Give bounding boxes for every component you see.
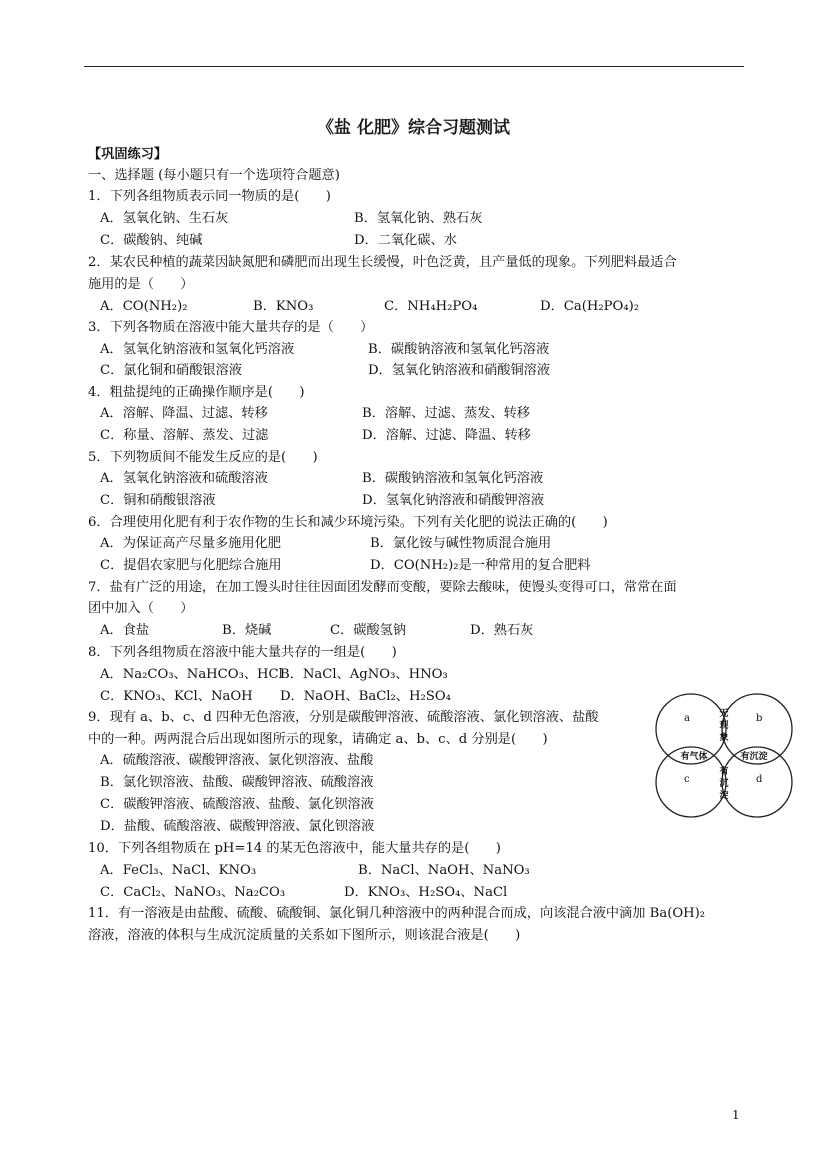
q2-option-a: A．CO(NH₂)₂: [100, 299, 188, 314]
q7-stem-line2: 团中加入（ ）: [88, 601, 194, 616]
q7-option-d: D．熟石灰: [470, 623, 534, 638]
q4-option-c: C．称量、溶解、蒸发、过滤: [100, 428, 269, 443]
cd-text-2: 沉: [719, 779, 729, 789]
q9-option-a: A．硫酸溶液、碳酸钾溶液、氯化钡溶液、盐酸: [100, 753, 374, 768]
cd-text-3: 淀: [719, 791, 729, 801]
q3-stem: 3．下列各物质在溶液中能大量共存的是（ ）: [88, 320, 374, 335]
q3-option-c: C．氯化铜和硝酸银溶液: [100, 363, 242, 378]
q8-option-d: D．NaOH、BaCl₂、H₂SO₄: [280, 689, 451, 704]
q1-option-b: B．氢氧化钠、熟石灰: [354, 211, 483, 226]
ab-text-2: 现: [719, 721, 729, 731]
q4-option-b: B．溶解、过滤、蒸发、转移: [362, 406, 530, 421]
q1-option-d: D．二氧化碳、水: [354, 233, 457, 248]
q6-stem: 6．合理使用化肥有利于农作物的生长和减少环境污染。下列有关化肥的说法正确的( ): [88, 515, 608, 530]
q7-option-b: B．烧碱: [222, 623, 272, 638]
q2-stem-line1: 2．某农民种植的蔬菜因缺氮肥和磷肥而出现生长缓慢，叶色泛黄，且产量低的现象。下列肥料最适合: [88, 255, 677, 270]
header-rule: [84, 66, 744, 67]
q10-stem: 10．下列各组物质在 pH=14 的某无色溶液中，能大量共存的是( ): [88, 841, 501, 856]
q10-option-d: D．KNO₃、H₂SO₄、NaCl: [344, 885, 508, 900]
q9-option-c: C．碳酸钾溶液、硫酸溶液、盐酸、氯化钡溶液: [100, 797, 374, 812]
ab-text-3: 象: [719, 733, 729, 743]
q2-option-b: B．KNO₃: [253, 299, 314, 314]
q7-option-c: C．碳酸氢钠: [330, 623, 407, 638]
q9-option-b: B．氯化钡溶液、盐酸、碳酸钾溶液、硫酸溶液: [100, 775, 374, 790]
q8-option-c: C．KNO₃、KCl、NaOH: [100, 689, 253, 704]
q1-stem: 1．下列各组物质表示同一物质的是( ): [88, 189, 331, 204]
q4-stem: 4．粗盐提纯的正确操作顺序是( ): [88, 385, 305, 400]
label-d: d: [756, 774, 763, 785]
q5-stem: 5．下列物质间不能发生反应的是( ): [88, 450, 318, 465]
q9-venn-diagram: [650, 692, 800, 822]
q5-option-a: A．氢氧化钠溶液和硫酸溶液: [100, 471, 268, 486]
q8-option-b: B．NaCl、AgNO₃、HNO₃: [280, 667, 448, 682]
q1-option-a: A．氢氧化钠、生石灰: [100, 211, 229, 226]
label-b: b: [756, 713, 763, 724]
q5-option-c: C．铜和硝酸银溶液: [100, 493, 216, 508]
q4-option-a: A．溶解、降温、过滤、转移: [100, 406, 268, 421]
q4-option-d: D．溶解、过滤、降温、转移: [362, 428, 531, 443]
ab-text-1: 无: [719, 709, 729, 719]
q1-option-c: C．碳酸钠、纯碱: [100, 233, 203, 248]
q10-option-a: A．FeCl₃、NaCl、KNO₃: [100, 863, 257, 878]
q8-option-a: A．Na₂CO₃、NaHCO₃、HCl: [100, 667, 283, 682]
bd-text: 有沉淀: [740, 752, 768, 762]
q6-option-b: B．氯化铵与碱性物质混合施用: [370, 536, 552, 551]
q10-option-c: C．CaCl₂、NaNO₃、Na₂CO₃: [100, 885, 286, 900]
q3-option-d: D．氢氧化钠溶液和硝酸铜溶液: [368, 363, 551, 378]
q3-option-a: A．氢氧化钠溶液和氢氧化钙溶液: [100, 342, 295, 357]
q2-option-d: D．Ca(H₂PO₄)₂: [540, 299, 640, 314]
q8-stem: 8．下列各组物质在溶液中能大量共存的一组是( ): [88, 645, 397, 660]
q6-option-c: C．提倡农家肥与化肥综合施用: [100, 558, 282, 573]
q10-option-b: B．NaCl、NaOH、NaNO₃: [358, 863, 530, 878]
q6-option-d: D．CO(NH₂)₂是一种常用的复合肥料: [370, 558, 591, 573]
q9-stem-line2: 中的一种。两两混合后出现如图所示的现象，请确定 a、b、c、d 分别是( ): [88, 732, 548, 747]
q9-option-d: D．盐酸、硫酸溶液、碳酸钾溶液、氯化钡溶液: [100, 819, 375, 834]
label-a: a: [684, 713, 690, 724]
q9-stem-line1: 9．现有 a、b、c、d 四种无色溶液，分别是碳酸钾溶液、硫酸溶液、氯化钡溶液、盐酸: [88, 710, 599, 725]
page-title: 《盐 化肥》综合习题测试: [317, 118, 510, 138]
q11-stem-line2: 溶液，溶液的体积与生成沉淀质量的关系如下图所示，则该混合液是( ): [88, 928, 521, 943]
cd-text-1: 有: [719, 767, 729, 777]
section-heading: 【巩固练习】: [88, 147, 168, 162]
ac-text: 有气体: [680, 752, 708, 762]
q7-stem-line1: 7．盐有广泛的用途，在加工馒头时往往因面团发酵而变酸，要除去酸味，使馒头变得可口，常常在面: [88, 580, 677, 595]
q11-stem-line1: 11．有一溶液是由盐酸、硫酸、硫酸铜、氯化铜几种溶液中的两种混合而成，向该混合液中滴加 Ba(OH)₂: [88, 906, 706, 921]
q3-option-b: B．碳酸钠溶液和氢氧化钙溶液: [368, 342, 550, 357]
part-heading: 一、选择题 (每小题只有一个选项符合题意): [88, 168, 340, 183]
q2-option-c: C．NH₄H₂PO₄: [384, 299, 478, 314]
q5-option-d: D．氢氧化钠溶液和硝酸钾溶液: [362, 493, 545, 508]
label-c: c: [684, 774, 690, 785]
q5-option-b: B．碳酸钠溶液和氢氧化钙溶液: [362, 471, 544, 486]
q2-stem-line2: 施用的是（ ）: [88, 277, 194, 292]
page-number: 1: [732, 1108, 740, 1122]
q7-option-a: A．食盐: [100, 623, 150, 638]
q6-option-a: A．为保证高产尽量多施用化肥: [100, 536, 281, 551]
